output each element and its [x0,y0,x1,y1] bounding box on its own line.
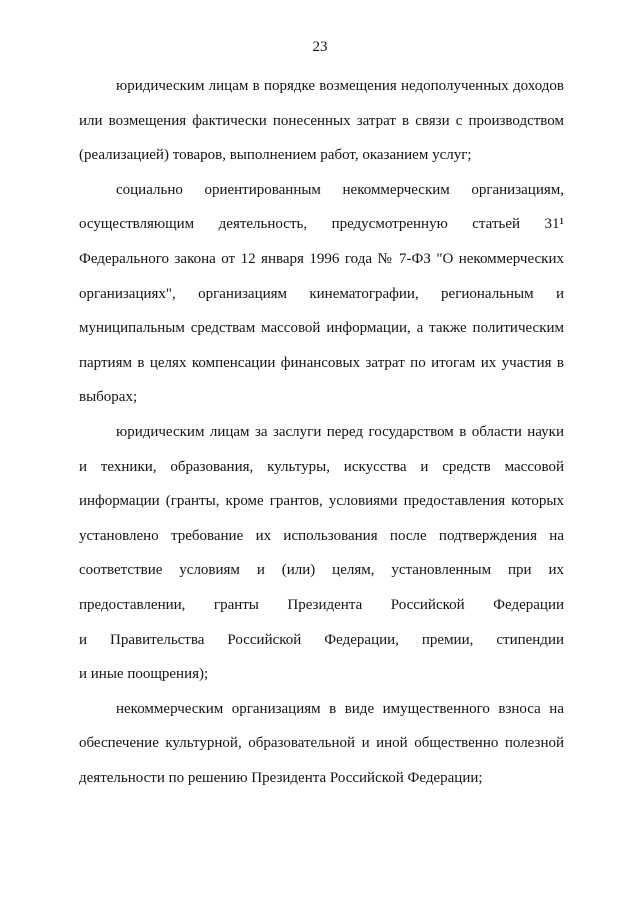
text-line: некоммерческим организациям в виде имущественного взноса на [116,700,564,717]
text-line: предоставлении, гранты Президента Российской Федерации [79,596,564,613]
text-line: выборах; [79,389,138,406]
text-line: (реализацией) товаров, выполнением работ, оказанием услуг; [79,147,472,164]
text-line: соответствие условиям и (или) целям, установленным при их [79,562,564,579]
paragraph [79,173,564,415]
text-line: муниципальным средствам массовой информации, а также политическим [79,320,564,337]
text-line: обеспечение культурной, образовательной и иной общественно полезной [79,735,564,752]
text-line: и Правительства Российской Федерации, премии, стипендии [79,631,564,648]
text-line: или возмещения фактически понесенных затрат в связи с производством [79,112,564,129]
paragraph [79,415,564,692]
text-line: партиям в целях компенсации финансовых затрат по итогам их участия в [79,354,564,371]
paragraph [79,69,564,173]
text-line: и техники, образования, культуры, искусства и средств массовой [79,458,564,475]
paragraph [79,692,564,796]
text-line: юридическим лицам в порядке возмещения недополученных доходов [116,78,564,94]
text-line: организациях", организациям кинематографии, региональным и [79,285,564,302]
document-body [79,69,564,795]
text-line: деятельности по решению Президента Российской Федерации; [79,769,483,786]
text-line: осуществляющим деятельность, предусмотренную статьей 31¹ [79,216,564,233]
page-number: 23 [312,39,328,55]
text-line: установлено требование их использования после подтверждения на [79,527,564,544]
text-line: информации (гранты, кроме грантов, условиями предоставления которых [79,493,564,510]
text-line: и иные поощрения); [79,666,209,683]
text-line: юридическим лицам за заслуги перед государством в области науки [116,423,564,440]
text-line: социально ориентированным некоммерческим организациям, [116,181,564,198]
text-line: Федерального закона от 12 января 1996 года № 7-ФЗ "О некоммерческих [79,250,564,267]
